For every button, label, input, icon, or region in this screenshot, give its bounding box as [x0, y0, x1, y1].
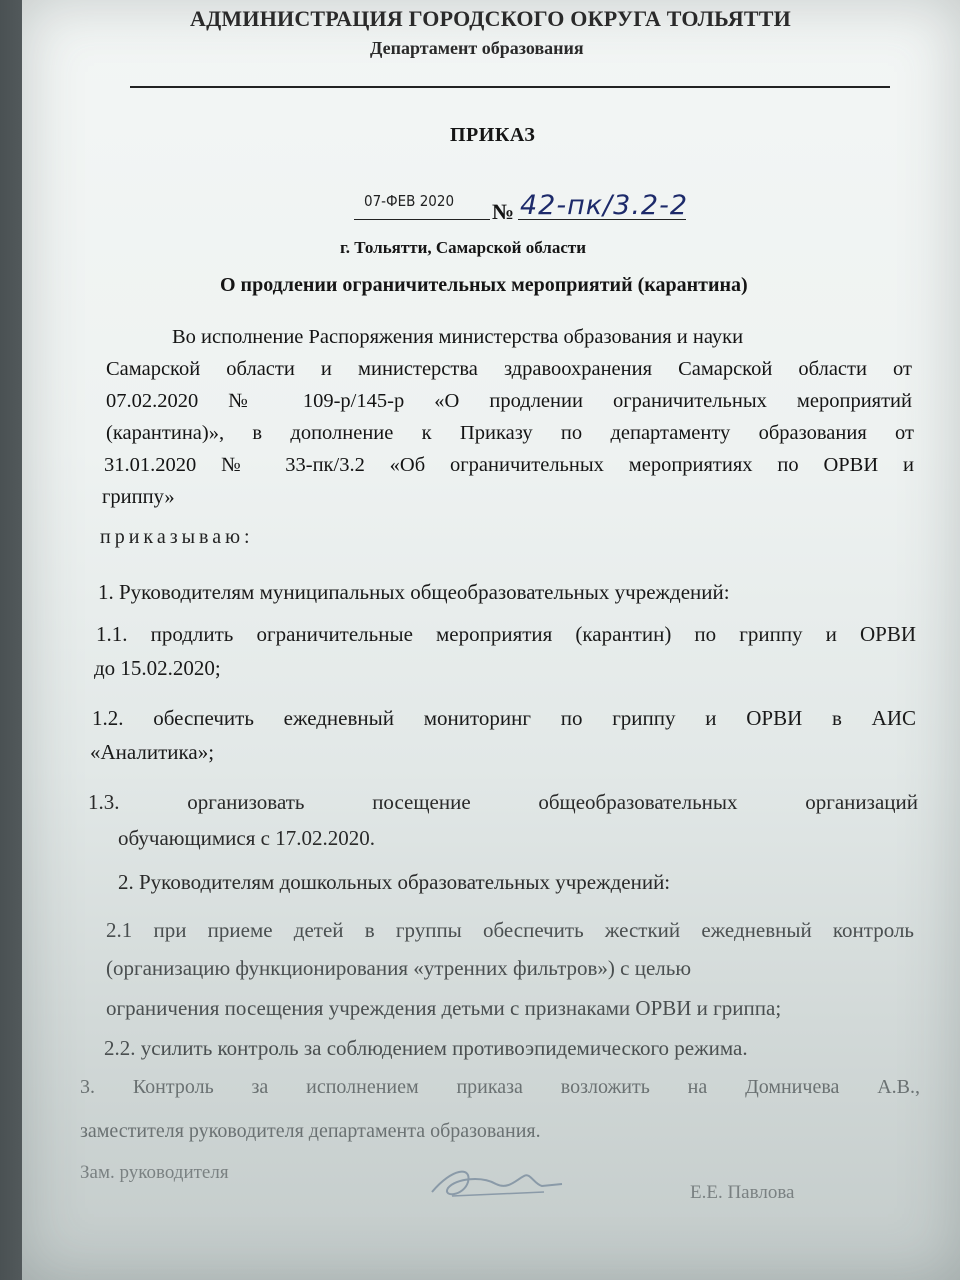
- header-divider: [130, 86, 890, 88]
- signatory-name: Е.Е. Павлова: [690, 1182, 795, 1203]
- item-2-1: 2.1 при приеме детей в группы обеспечить жесткий ежедневный контроль: [106, 918, 914, 942]
- preamble-line: Во исполнение Распоряжения министерства образования и науки: [172, 326, 744, 348]
- order-subject: О продлении ограничительных мероприятий (карантина): [220, 274, 748, 296]
- item-2-1-cont: ограничения посещения учреждения детьми с признаками ОРВИ и гриппа;: [106, 996, 782, 1020]
- preamble-line: (карантина)», в дополнение к Приказу по департаменту образования от: [106, 422, 914, 444]
- department-name: Департамент образования: [370, 38, 584, 58]
- number-underline: [518, 219, 686, 220]
- preamble-line: Самарской области и министерства здравоохранения Самарской области от: [106, 358, 912, 380]
- order-city: г. Тольятти, Самарской области: [340, 238, 587, 257]
- item-1-2: 1.2. обеспечить ежедневный мониторинг по гриппу и ОРВИ в АИС: [92, 706, 916, 730]
- item-2-1-cont: (организацию функционирования «утренних фильтров») с целью: [106, 956, 692, 980]
- preamble-line: 07.02.2020 № 109-р/145-р «О продлении ограничительных мероприятий: [106, 390, 912, 412]
- item-1-3-cont: обучающимися с 17.02.2020.: [118, 826, 375, 850]
- number-sign: №: [492, 199, 515, 224]
- item-1-1-cont: до 15.02.2020;: [94, 656, 221, 680]
- date-underline: [354, 219, 490, 220]
- order-number: 42-пк/3.2-2: [520, 190, 689, 221]
- item-2-2: 2.2. усилить контроль за соблюдением противоэпидемического режима.: [104, 1036, 748, 1060]
- item-1-2-cont: «Аналитика»;: [90, 740, 215, 764]
- document-title: ПРИКАЗ: [450, 124, 536, 146]
- signatory-title: Зам. руководителя: [80, 1162, 229, 1183]
- item-1-1: 1.1. продлить ограничительные мероприятия (карантин) по гриппу и ОРВИ: [96, 622, 916, 646]
- order-directive-word: приказываю:: [100, 526, 254, 548]
- document-page: [22, 0, 960, 1280]
- handwritten-signature: [412, 1158, 572, 1208]
- section-2-heading: 2. Руководителям дошкольных образовательных учреждений:: [118, 870, 671, 894]
- section-3-cont: заместителя руководителя департамента образования.: [80, 1120, 541, 1142]
- organization-name: АДМИНИСТРАЦИЯ ГОРОДСКОГО ОКРУГА ТОЛЬЯТТИ: [190, 6, 791, 31]
- section-1-heading: 1. Руководителям муниципальных общеобразовательных учреждений:: [98, 580, 730, 604]
- item-1-3: 1.3. организовать посещение общеобразовательных организаций: [88, 790, 918, 814]
- section-3: 3. Контроль за исполнением приказа возложить на Домничева А.В.,: [80, 1076, 920, 1098]
- preamble-line: 31.01.2020 № 33-пк/3.2 «Об ограничительных мероприятиях по ОРВИ и: [104, 454, 914, 476]
- order-date: 07-ФЕВ 2020: [364, 192, 455, 210]
- preamble-line: гриппу»: [102, 486, 175, 508]
